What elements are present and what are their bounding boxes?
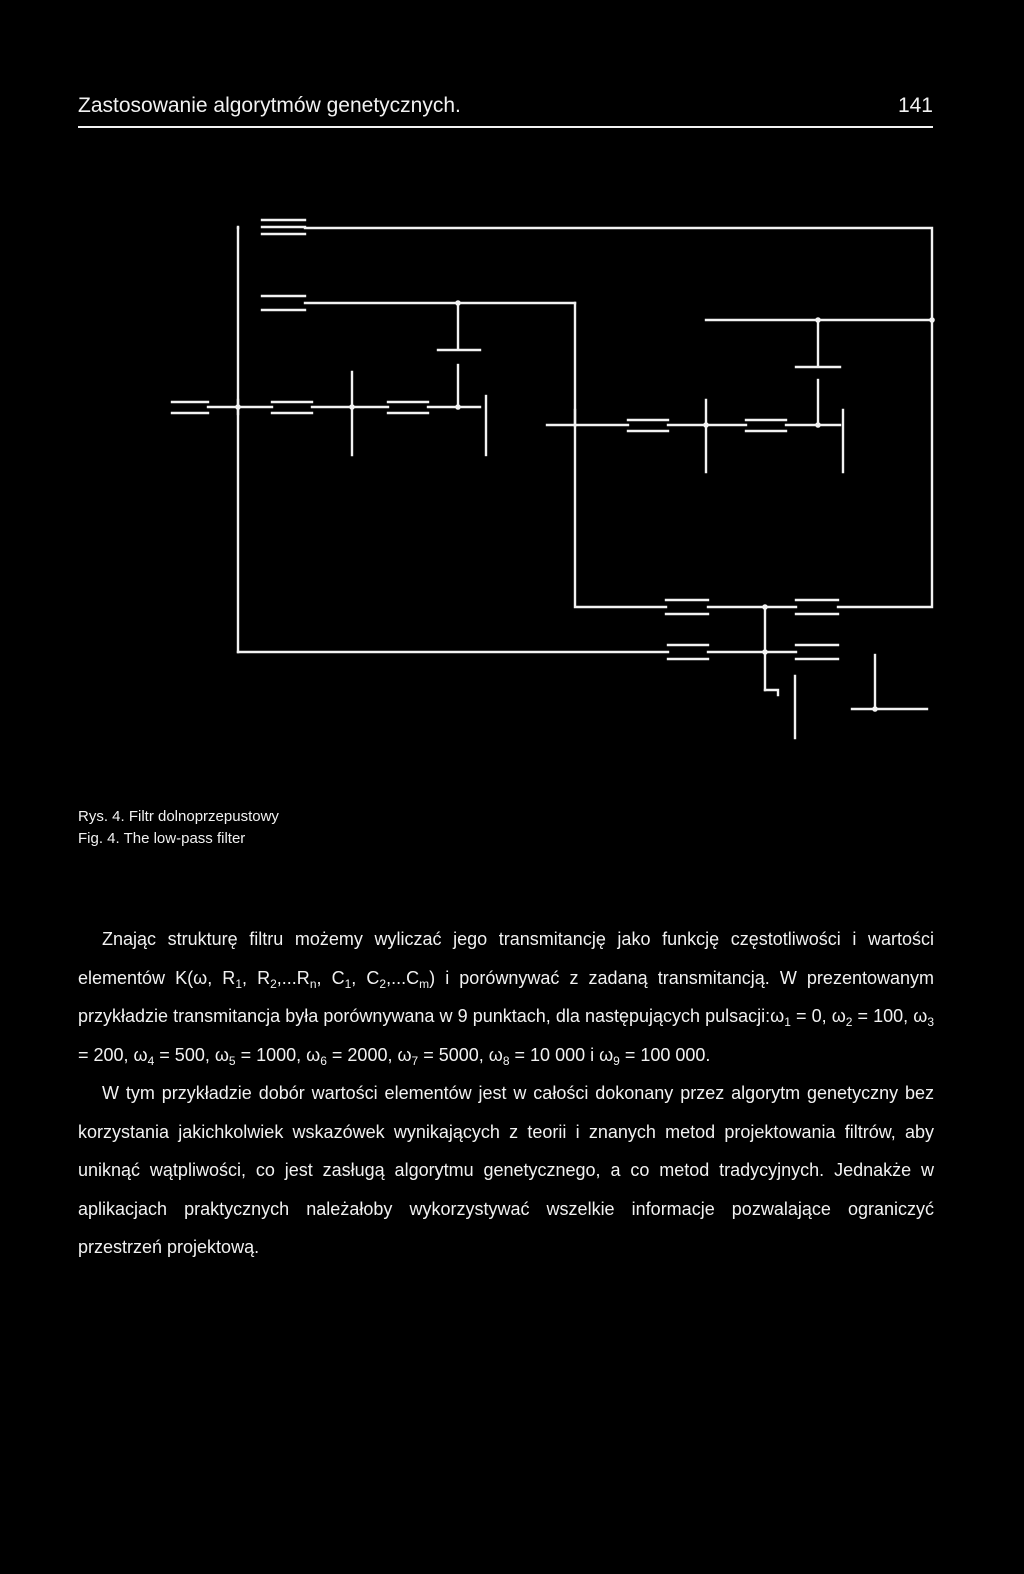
- wire-right-drop: [838, 320, 932, 607]
- junction-dot: [815, 422, 821, 428]
- junction-dot: [455, 300, 461, 306]
- junction-dot: [349, 404, 355, 410]
- junction-dot: [762, 604, 768, 610]
- figure-caption: [78, 806, 279, 850]
- junction-dot: [455, 404, 461, 410]
- bottom-step: [765, 690, 778, 695]
- junction-dot: [762, 649, 768, 655]
- running-title: Zastosowanie algorytmów genetycznych.: [78, 94, 461, 117]
- caption-english: Fig. 4. The low-pass filter: [78, 830, 246, 847]
- caption-polish: Rys. 4. Filtr dolnoprzepustowy: [78, 808, 279, 825]
- junction-dot: [235, 404, 241, 410]
- paragraph-2: W tym przykładzie dobór wartości elementów jest w całości dokonany przez algorytm genetyczny bez korzystania jakichkolwiek wskazówek wynikających z teorii i znanych metod projektowania filtrów, aby uniknąć wątpliwości, co jest zasługą algorytmu genetycznego, a co metod tradycyjnych. Jednakże w aplikacjach praktycznych należałoby wykorzystywać wszelkie informacje pozwalające ograniczyć przestrzeń projektową.: [78, 1083, 934, 1257]
- page-header: [78, 92, 933, 128]
- wire-right-return: [575, 303, 666, 607]
- junction-dot: [703, 422, 709, 428]
- junction-dot: [815, 317, 821, 323]
- body-text: [78, 920, 934, 1267]
- junction-dot: [872, 706, 878, 712]
- junction-dot: [929, 317, 935, 323]
- circuit-diagram: [0, 200, 1024, 760]
- wire-top: [238, 227, 932, 320]
- paragraph-1: Znając strukturę filtru możemy wyliczać jego transmitancję jako funkcję częstotliwości i wartości elementów K(ω, $R_1$, $R_2,...R_n$, $C_1$, $C_2,...C_m$) i porównywać z zadaną transmitancją. W prezentowanym przykładzie transmitancja była porównywana w 9 punktach, dla następujących $pulsacji:\omega_1 = 0$, $\omega_2 = 100$, $\omega_3 = 200$, $\omega_4 = 500$, $\omega_5 = 1000$, $\omega_6 = 2000$, $\omega_7 = 5000$, $\omega_8 = 10$ 000 i $\omega_9 = 100$ 000.: [78, 929, 934, 1068]
- lowpass-filter-schematic: [0, 200, 1024, 760]
- page-number: 141: [897, 94, 933, 117]
